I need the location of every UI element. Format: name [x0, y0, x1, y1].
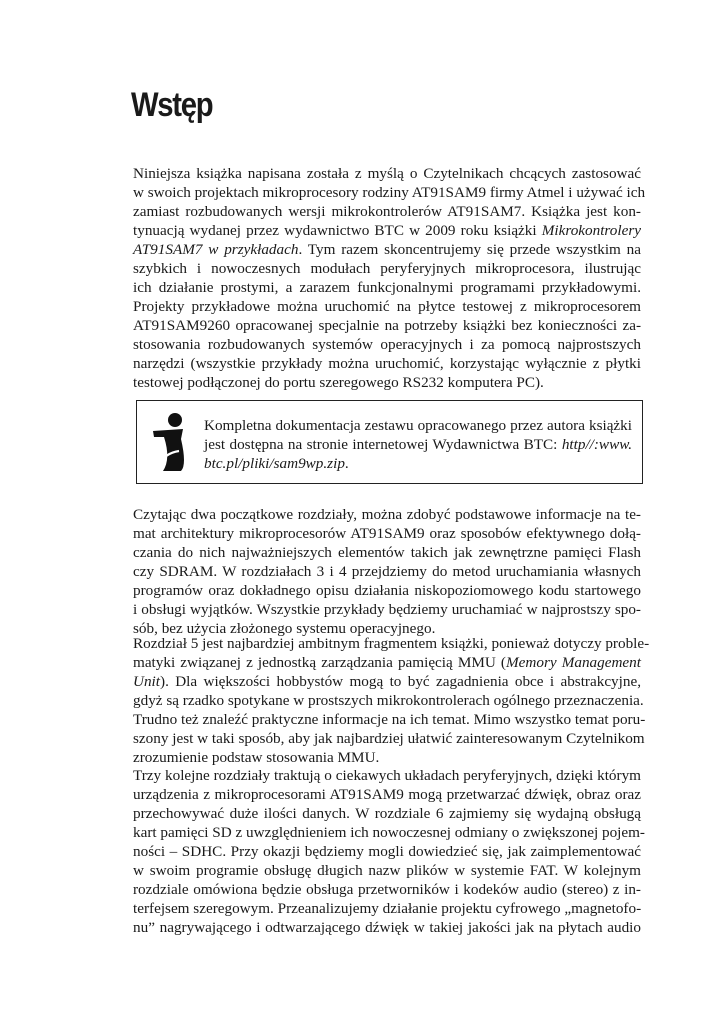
text-line: Czytając dwa początkowe rozdziały, można zdobyć podstawowe informacje na te- [133, 506, 641, 523]
text-line: programów oraz dokładnego opisu działania niskopoziomowego kodu startowego [133, 582, 641, 599]
text-line: kart pamięci SD z uwzględnieniem ich nowoczesnej odmiany o zwiększonej pojem- [133, 824, 645, 841]
text-line: szony jest w taki sposób, aby jak najbardziej ułatwić zainteresowanym Czytelnikom [133, 730, 645, 747]
paragraph-1 [133, 164, 646, 392]
text-line: nu” nagrywającego i odtwarzającego dźwięk w takiej jakości jak na płytach audio [133, 919, 641, 936]
text-line: Unit). Dla większości hobbystów mogą to być zagadnienia obce i abstrakcyjne, [133, 673, 641, 690]
text-line: ich działanie prostymi, a zarazem funkcjonalnymi programami przykładowymi. [133, 279, 641, 296]
text-line: stosowania rozbudowanych systemów operacyjnych i za pomocą najprostszych [133, 336, 641, 353]
text-line: sób, bez użycia złożonego systemu operacyjnego. [133, 620, 436, 637]
paragraph-2 [133, 505, 641, 638]
text-line: i obsługi wyjątków. Wszystkie przykłady będziemy uruchamiać w najprostszy spo- [133, 601, 641, 618]
paragraph-3 [133, 634, 650, 767]
book-title-italic: Mikrokontrolery [541, 222, 641, 239]
text-line: urządzenia z mikroprocesorami AT91SAM9 mogą przetwarzać dźwięk, obraz oraz [133, 786, 641, 803]
text-line: czy SDRAM. W rozdziałach 3 i 4 przejdziemy do metod uruchamiania własnych [133, 563, 641, 580]
text-line: narzędzi (wszystkie przykłady można uruchomić, korzystając wyłącznie z płytki [133, 355, 641, 372]
text-line: gdyż są rzadko spotykane w prostszych mikrokontrolerach ogólnego przeznaczenia. [133, 692, 644, 709]
text-line: Rozdział 5 jest najbardziej ambitnym fragmentem książki, ponieważ dotyczy proble- [133, 635, 650, 652]
text-line: Kompletna dokumentacja zestawu opracowanego przez autora książki [204, 417, 632, 434]
text-line: szybkich i nowoczesnych modułach peryferyjnych mikroprocesora, ilustrując [133, 260, 641, 277]
text-line: AT91SAM7 w przykładach. Tym razem skoncentrujemy się przede wszystkim na [133, 241, 642, 258]
url-text: http//:www. [561, 436, 632, 453]
text-line: Trzy kolejne rozdziały traktują o ciekawych układach peryferyjnych, dzięki którym [133, 767, 641, 784]
text-line: matyki związanej z jednostką zarządzania pamięcią MMU (Memory Management [133, 654, 641, 671]
term-italic: Unit [133, 673, 161, 690]
text-line: czania do nich najważniejszych elementów takich jak zewnętrzne pamięci Flash [133, 544, 641, 561]
term-italic: Memory Management [506, 654, 641, 671]
page-title: Wstęp [131, 86, 213, 124]
text-line: w swoich projektach mikroprocesory rodziny AT91SAM9 firmy Atmel i używać ich [133, 184, 646, 201]
text-line: rozdziale omówiona będzie obsługa przetworników i kodeków audio (stereo) z in- [133, 881, 641, 898]
text-line: Trudno też znaleźć praktyczne informacje na ich temat. Mimo wszystko temat poru- [133, 711, 646, 728]
text-line: AT91SAM9260 opracowanej specjalnie na potrzeby książki bez konieczności za- [133, 317, 641, 334]
text-line: Niniejsza książka napisana została z myślą o Czytelnikach chcących zastosować [133, 165, 641, 182]
text-line: ności – SDHC. Przy okazji będziemy mogli dowiedzieć się, jak zaimplementować [133, 843, 641, 860]
url-text: btc.pl/pliki/sam9wp.zip [204, 455, 345, 472]
text-line: btc.pl/pliki/sam9wp.zip. [204, 455, 349, 472]
text-line: testowej podłączonej do portu szeregowego RS232 komputera PC). [133, 374, 544, 391]
text-line: tynuacją wydanej przez wydawnictwo BTC w 2009 roku książki Mikrokontrolery [133, 222, 641, 239]
text-line: w swoim programie obsługę długich nazw plików w systemie FAT. W kolejnym [133, 862, 641, 879]
text-line: terfejsem szeregowym. Przeanalizujemy działanie projektu cyfrowego „magnetofo- [133, 900, 642, 917]
text-line: zamiast rozbudowanych wersji mikrokontrolerów AT91SAM7. Książka jest kon- [133, 203, 641, 220]
paragraph-4 [133, 766, 645, 937]
text-line: zrozumienie podstaw stosowania MMU. [133, 749, 380, 766]
text-line: jest dostępna na stronie internetowej Wydawnictwa BTC: http//:www. [204, 436, 632, 453]
text-line: przechowywać duże ilości danych. W rozdziale 6 zajmiemy się wydajną obsługą [133, 805, 641, 822]
info-icon [151, 411, 191, 473]
info-note-box [136, 400, 643, 484]
info-note-text [204, 416, 632, 473]
book-title-italic: AT91SAM7 w przykładach [133, 241, 299, 258]
text-line: mat architektury mikroprocesorów AT91SAM9 oraz sposobów efektywnego dołą- [133, 525, 641, 542]
text-line: Projekty przykładowe można uruchomić na płytce testowej z mikroprocesorem [133, 298, 641, 315]
